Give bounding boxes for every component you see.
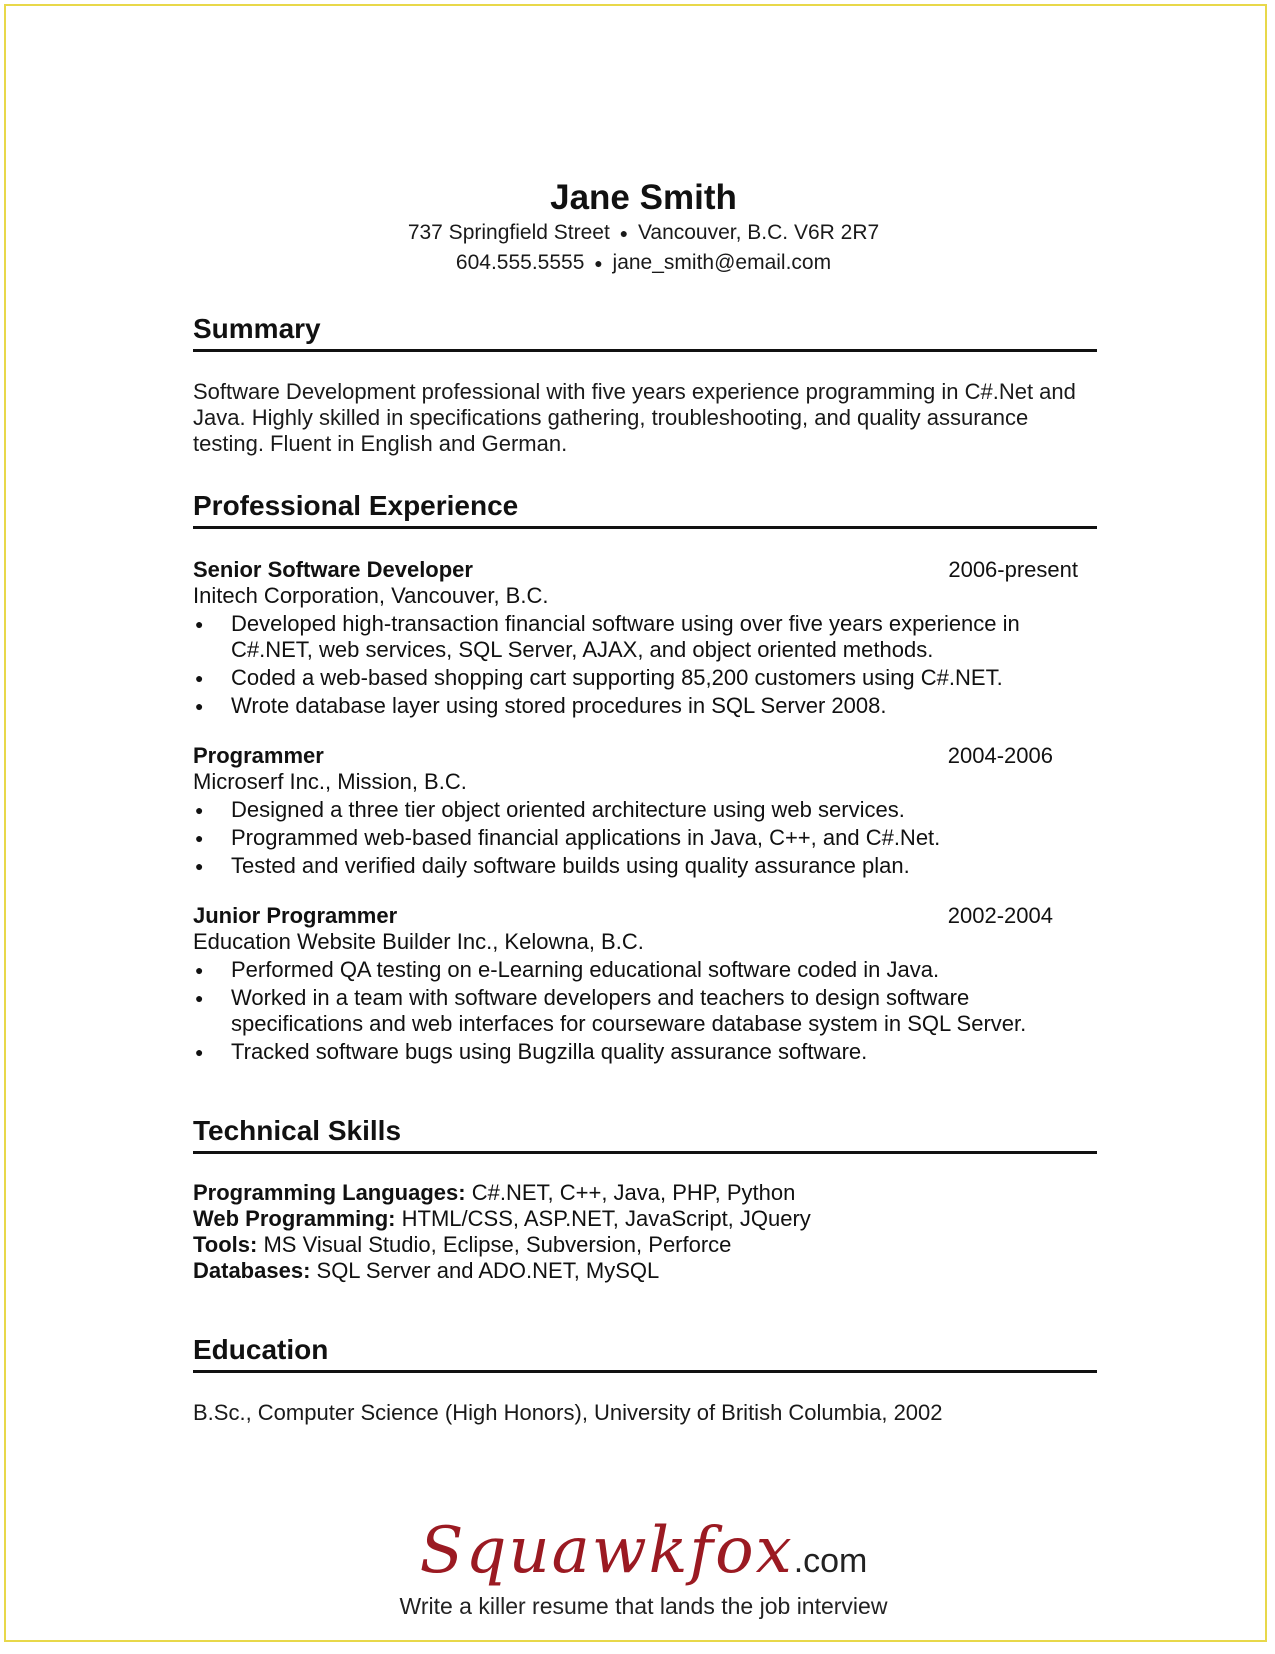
bullet-item bbox=[193, 611, 1097, 663]
resume-header bbox=[6, 178, 1275, 278]
bullet-text: Tracked software bugs using Bugzilla quality assurance software. bbox=[231, 1039, 868, 1064]
bullet-text: Wrote database layer using stored procedures in SQL Server 2008. bbox=[231, 693, 887, 718]
job-entry bbox=[193, 557, 1097, 719]
bullet-text: Designed a three tier object oriented architecture using web services. bbox=[231, 797, 905, 822]
bullet-text: Coded a web-based shopping cart supporting 85,200 customers using C#.NET. bbox=[231, 665, 1003, 690]
job-dates: 2002-2004 bbox=[947, 903, 1053, 928]
skills-title: Technical Skills bbox=[193, 1113, 1097, 1154]
bullet-item bbox=[193, 797, 1097, 823]
skill-row bbox=[193, 1258, 1097, 1284]
logo-suffix: .com bbox=[793, 1542, 868, 1580]
skill-value: MS Visual Studio, Eclipse, Subversion, Perforce bbox=[263, 1232, 732, 1257]
resume-content bbox=[193, 311, 1097, 1426]
job-title: Programmer bbox=[193, 743, 324, 768]
job-title: Senior Software Developer bbox=[193, 557, 473, 582]
skill-label: Tools: bbox=[193, 1232, 258, 1257]
bullet-text: Programmed web-based financial applications in Java, C++, and C#.Net. bbox=[231, 825, 941, 850]
bullet-icon: ● bbox=[195, 698, 204, 714]
job-bullets bbox=[193, 611, 1097, 719]
job-bullets bbox=[193, 797, 1097, 879]
logo-wordmark bbox=[6, 1516, 1275, 1596]
squawkfox-logo bbox=[6, 1516, 1275, 1620]
job-company: Initech Corporation, Vancouver, B.C. bbox=[193, 583, 549, 608]
summary-title: Summary bbox=[193, 311, 1097, 352]
bullet-icon: ● bbox=[195, 802, 204, 818]
phone-number: 604.555.5555 bbox=[455, 250, 585, 274]
bullet-icon: ● bbox=[195, 990, 204, 1006]
job-dates: 2004-2006 bbox=[947, 743, 1053, 768]
skill-value: SQL Server and ADO.NET, MySQL bbox=[316, 1258, 660, 1283]
bullet-item bbox=[193, 853, 1097, 879]
job-dates: 2006-present bbox=[948, 557, 1078, 582]
education-text: B.Sc., Computer Science (High Honors), University of British Columbia, 2002 bbox=[193, 1400, 943, 1425]
candidate-name: Jane Smith bbox=[550, 178, 737, 217]
education-title: Education bbox=[193, 1332, 1097, 1373]
address-line bbox=[6, 218, 1275, 248]
experience-section bbox=[193, 488, 1097, 1065]
street-address: 737 Springfield Street bbox=[407, 221, 610, 244]
city-postal: Vancouver, B.C. V6R 2R7 bbox=[637, 221, 880, 244]
job-header bbox=[193, 743, 1053, 769]
job-entry bbox=[193, 743, 1097, 879]
summary-section bbox=[193, 311, 1097, 457]
bullet-icon: ● bbox=[195, 670, 204, 686]
bullet-icon: ● bbox=[195, 1044, 204, 1060]
logo-tagline: Write a killer resume that lands the job interview bbox=[399, 1593, 888, 1619]
job-title: Junior Programmer bbox=[193, 903, 398, 928]
skill-label: Web Programming: bbox=[193, 1206, 396, 1231]
skills-list bbox=[193, 1180, 1097, 1284]
phone-email-line bbox=[6, 248, 1275, 278]
bullet-item bbox=[193, 957, 1097, 983]
bullet-icon: ● bbox=[195, 830, 204, 846]
bullet-item bbox=[193, 825, 1097, 851]
bullet-text: Developed high-transaction financial software using over five years experience in C#.NET, web services, SQL Server, AJAX, and object oriented methods. bbox=[231, 611, 1020, 662]
bullet-item bbox=[193, 1039, 1097, 1065]
bullet-icon: ● bbox=[195, 616, 204, 632]
experience-title: Professional Experience bbox=[193, 488, 1097, 529]
skills-section bbox=[193, 1113, 1097, 1284]
bullet-text: Worked in a team with software developers and teachers to design software specifications and web interfaces for courseware database system in SQL Server. bbox=[231, 985, 1027, 1036]
skill-value: C#.NET, C++, Java, PHP, Python bbox=[471, 1180, 796, 1205]
job-header bbox=[193, 903, 1053, 929]
skill-row bbox=[193, 1180, 1097, 1206]
education-section bbox=[193, 1332, 1097, 1426]
job-entry bbox=[193, 903, 1097, 1065]
separator-dot: ● bbox=[619, 224, 629, 241]
job-bullets bbox=[193, 957, 1097, 1065]
job-header bbox=[193, 557, 1078, 583]
summary-text: Software Development professional with five years experience programming in C#.Net and Java. Highly skilled in specifications gathering, troubleshooting, and quality assurance testing. Fluent in English and German. bbox=[193, 379, 1076, 456]
bullet-text: Tested and verified daily software builds using quality assurance plan. bbox=[231, 853, 910, 878]
email-address: jane_smith@email.com bbox=[612, 250, 832, 274]
job-company: Microserf Inc., Mission, B.C. bbox=[193, 769, 467, 794]
separator-dot: ● bbox=[594, 254, 603, 271]
skill-row bbox=[193, 1206, 1097, 1232]
skill-label: Programming Languages: bbox=[193, 1180, 466, 1205]
bullet-icon: ● bbox=[195, 962, 204, 978]
logo-main-text: Squawkfox bbox=[419, 1514, 794, 1588]
skill-value: HTML/CSS, ASP.NET, JavaScript, JQuery bbox=[401, 1206, 811, 1231]
bullet-item bbox=[193, 985, 1097, 1037]
skill-row bbox=[193, 1232, 1097, 1258]
bullet-item bbox=[193, 693, 1097, 719]
bullet-item bbox=[193, 665, 1097, 691]
skill-label: Databases: bbox=[193, 1258, 311, 1283]
bullet-text: Performed QA testing on e-Learning educational software coded in Java. bbox=[231, 957, 940, 982]
job-company: Education Website Builder Inc., Kelowna, B.C. bbox=[193, 929, 644, 954]
bullet-icon: ● bbox=[195, 858, 204, 874]
resume-page bbox=[4, 4, 1267, 1642]
